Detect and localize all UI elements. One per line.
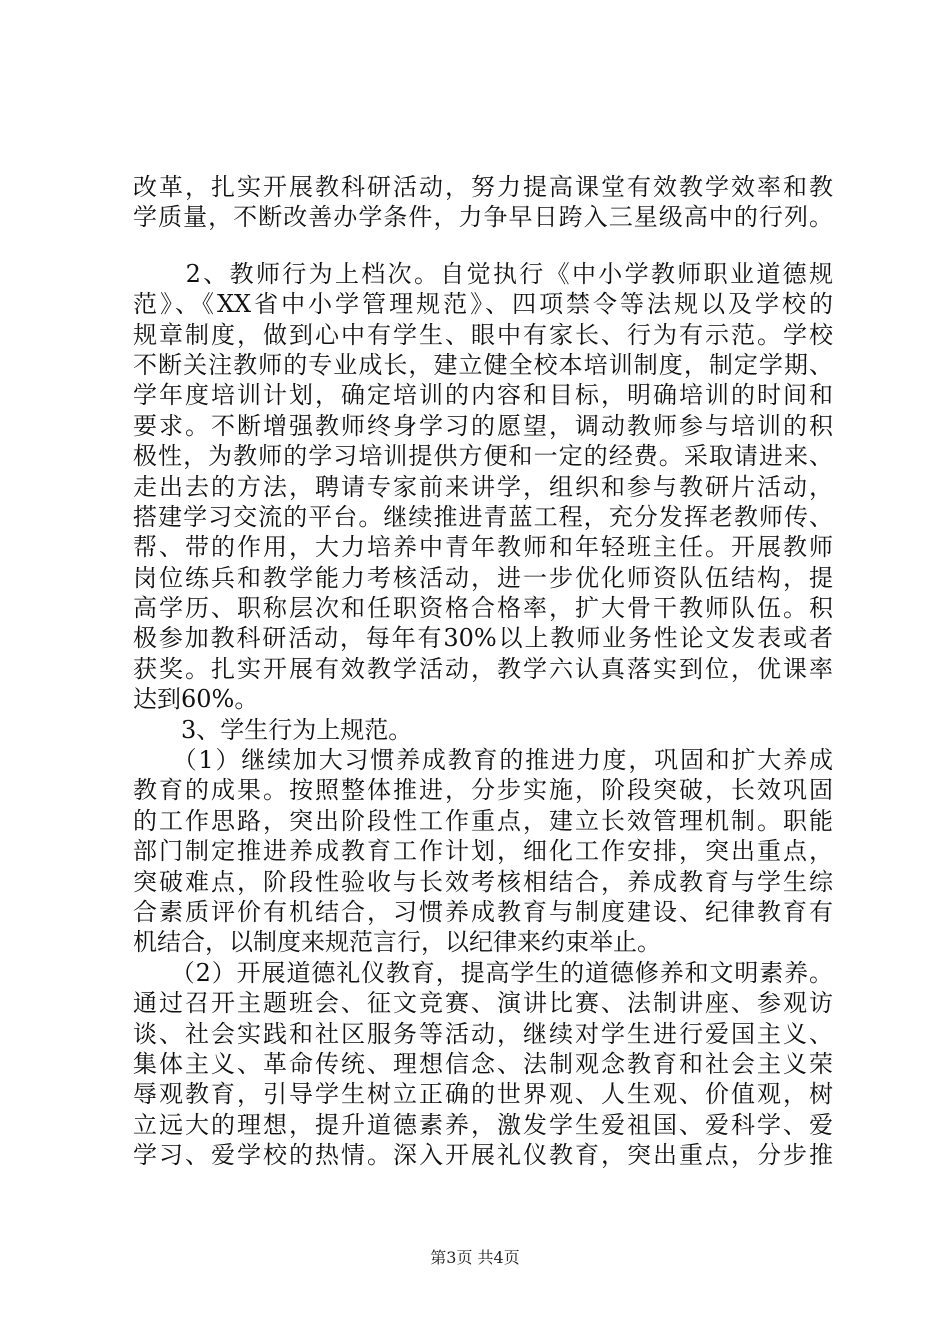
text-line: 突破难点，阶段性验收与长效考核相结合，养成教育与学生综 bbox=[133, 867, 833, 896]
paragraph-teacher-conduct bbox=[133, 259, 833, 715]
text-line: 辱观教育，引导学生树立正确的世界观、人生观、价值观，树 bbox=[133, 1080, 833, 1109]
text-line: 立远大的理想，提升道德素养，激发学生爱祖国、爱科学、爱 bbox=[133, 1110, 833, 1139]
text-line: （2）开展道德礼仪教育，提高学生的道德修养和文明素养。 bbox=[133, 958, 833, 987]
text-line: 学习、爱学校的热情。深入开展礼仪教育，突出重点，分步推 bbox=[133, 1141, 833, 1170]
text-line: 范》、《XX省中小学管理规范》、四项禁令等法规以及学校的 bbox=[133, 290, 833, 319]
text-line: 的工作思路，突出阶段性工作重点，建立长效管理机制。职能 bbox=[133, 806, 833, 835]
text-line: 搭建学习交流的平台。继续推进青蓝工程，充分发挥老教师传、 bbox=[133, 502, 833, 531]
text-line: 达到60%。 bbox=[133, 685, 259, 714]
text-line: 集体主义、革命传统、理想信念、法制观念教育和社会主义荣 bbox=[133, 1049, 833, 1078]
text-line: （1）继续加大习惯养成教育的推进力度，巩固和扩大养成 bbox=[133, 746, 833, 775]
text-line: 教育的成果。按照整体推进，分步实施，阶段突破，长效巩固 bbox=[133, 776, 833, 805]
text-line: 走出去的方法，聘请专家前来讲学，组织和参与教研片活动， bbox=[133, 472, 833, 501]
text-line: 谈、社会实践和社区服务等活动，继续对学生进行爱国主义、 bbox=[133, 1019, 833, 1048]
text-line: 极性，为教师的学习培训提供方便和一定的经费。采取请进来、 bbox=[133, 442, 833, 471]
text-line: 岗位练兵和教学能力考核活动，进一步优化师资队伍结构，提 bbox=[133, 563, 833, 592]
text-line: 极参加教科研活动，每年有30%以上教师业务性论文发表或者 bbox=[133, 624, 833, 653]
text-line: 获奖。扎实开展有效教学活动，教学六认真落实到位，优课率 bbox=[133, 654, 833, 683]
text-line: 部门制定推进养成教育工作计划，细化工作安排，突出重点， bbox=[133, 837, 833, 866]
text-line: 改革，扎实开展教科研活动，努力提高课堂有效教学效率和教 bbox=[133, 173, 833, 201]
text-line: 不断关注教师的专业成长，建立健全校本培训制度，制定学期、 bbox=[133, 350, 833, 379]
text-line: 学质量，不断改善办学条件，力争早日跨入三星级高中的行列。 bbox=[133, 203, 833, 232]
page-number-footer: 第3页 共4页 bbox=[430, 1248, 520, 1267]
text-line: 高学历、职称层次和任职资格合格率，扩大骨干教师队伍。积 bbox=[133, 594, 833, 623]
text-line: 通过召开主题班会、征文竞赛、演讲比赛、法制讲座、参观访 bbox=[133, 989, 833, 1018]
text-line: 学年度培训计划，确定培训的内容和目标，明确培训的时间和 bbox=[133, 381, 833, 410]
text-line: 机结合，以制度来规范言行，以纪律来约束举止。 bbox=[133, 928, 661, 957]
document-body bbox=[133, 172, 833, 1171]
section-heading: 3、学生行为上规范。 bbox=[133, 715, 413, 744]
paragraph-gap bbox=[133, 233, 833, 259]
text-line: 帮、带的作用，大力培养中青年教师和年轻班主任。开展教师 bbox=[133, 533, 833, 562]
text-line: 2、教师行为上档次。自觉执行《中小学教师职业道德规 bbox=[133, 259, 833, 288]
paragraph-habit-education bbox=[133, 745, 833, 958]
paragraph-continuation bbox=[133, 172, 833, 233]
text-line: 合素质评价有机结合，习惯养成教育与制度建设、纪律教育有 bbox=[133, 897, 833, 926]
paragraph-etiquette-education bbox=[133, 958, 833, 1171]
text-line: 规章制度，做到心中有学生、眼中有家长、行为有示范。学校 bbox=[133, 320, 833, 349]
text-line: 要求。不断增强教师终身学习的愿望，调动教师参与培训的积 bbox=[133, 411, 833, 440]
